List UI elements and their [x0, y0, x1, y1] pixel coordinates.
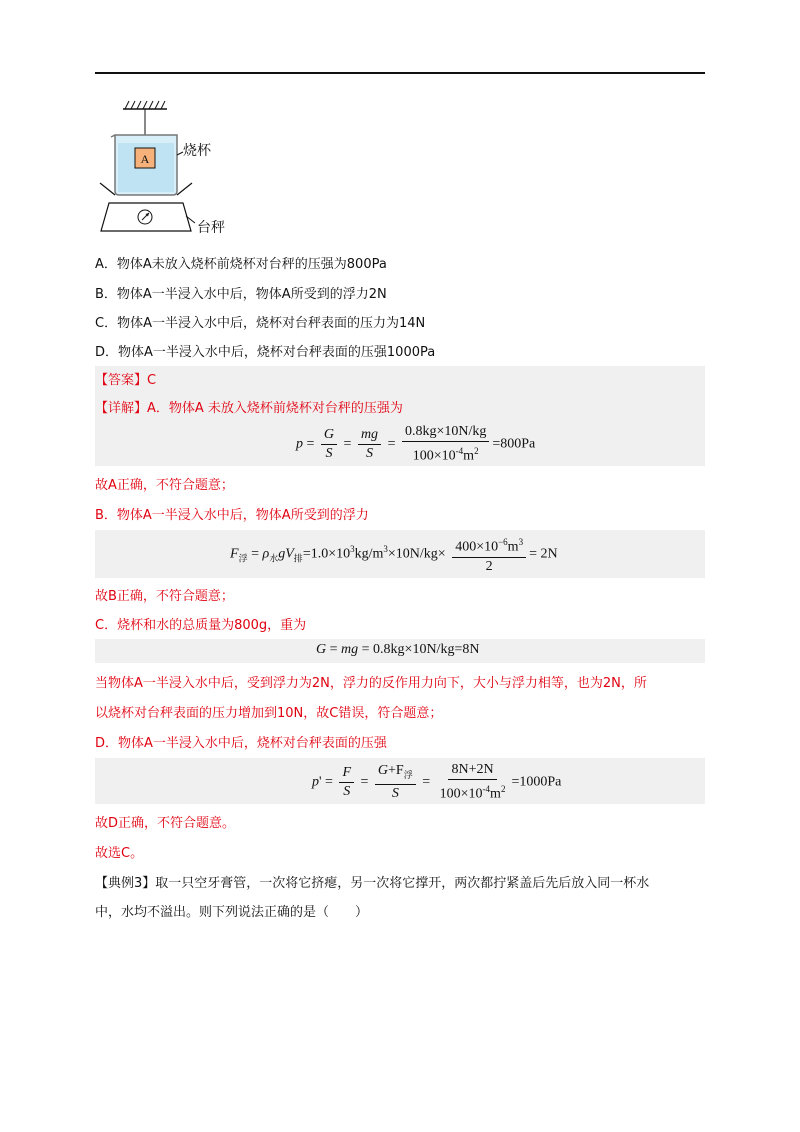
option-c: C．物体A一半浸入水中后，烧杯对台秤表面的压力为14N [95, 316, 426, 331]
apparatus-diagram [95, 95, 295, 245]
answer-line: 【答案】C [95, 373, 157, 388]
formula-weight-c: G = mg = 0.8kg×10N/kg=8N [316, 642, 480, 657]
line-b-conclusion: 故B正确，不符合题意； [95, 589, 234, 604]
choose-line: 故选C。 [95, 846, 144, 861]
option-b: B．物体A一半浸入水中后，物体A所受到的浮力2N [95, 287, 387, 302]
beaker-scale-figure [95, 95, 295, 245]
detail-intro: 【详解】A．物体A 未放入烧杯前烧杯对台秤的压强为 [95, 401, 403, 416]
line-a-conclusion: 故A正确，不符合题意； [95, 478, 234, 493]
line-b-intro: B．物体A一半浸入水中后，物体A所受到的浮力 [95, 508, 369, 523]
formula-pressure-d: p' = $\frac{F}{S}$ = $\frac{G+F_浮}{S}$ = $\frac{8N+2N}{100\times 10^{-4}m^2}$ =1000Pa [312, 762, 562, 802]
line-c-para1: 当物体A一半浸入水中后，受到浮力为2N，浮力的反作用力向下，大小与浮力相等，也为2N，所 [95, 676, 647, 691]
line-c-intro: C．烧杯和水的总质量为800g，重为 [95, 618, 307, 633]
formula-pressure-a: p = $\frac{G}{S}$ = $\frac{mg}{S}$ = $\frac{0.8kg\times 10N/kg}{100\times 10^{-4}m^2}$ =800Pa [296, 424, 536, 464]
option-a: A．物体A未放入烧杯前烧杯对台秤的压强为800Pa [95, 257, 387, 272]
formula-buoyancy-b: $F_浮 = \rho_水gV_排=1.0\times 10^3kg/m^3\times 10N/kg\times$ $\frac{400\times 10^{-6}m^3}{2}$ = 2N [230, 534, 558, 575]
line-c-para2: 以烧杯对台秤表面的压力增加到10N，故C错误，符合题意； [95, 706, 443, 721]
line-d-intro: D．物体A一半浸入水中后，烧杯对台秤表面的压强 [95, 736, 387, 751]
scale-label: 台秤 [197, 220, 225, 236]
example-line-1: 【典例3】取一只空牙膏管，一次将它挤瘪，另一次将它撑开，两次都拧紧盖后先后放入同一杯水 [95, 876, 650, 891]
block-a-label: A [140, 152, 150, 166]
header-rule [95, 72, 705, 74]
line-d-conclusion: 故D正确，不符合题意。 [95, 816, 236, 831]
example-line-2: 中，水均不溢出。则下列说法正确的是（ ） [95, 905, 369, 920]
option-d: D．物体A一半浸入水中后，烧杯对台秤表面的压强1000Pa [95, 345, 436, 360]
beaker-label: 烧杯 [183, 143, 211, 159]
